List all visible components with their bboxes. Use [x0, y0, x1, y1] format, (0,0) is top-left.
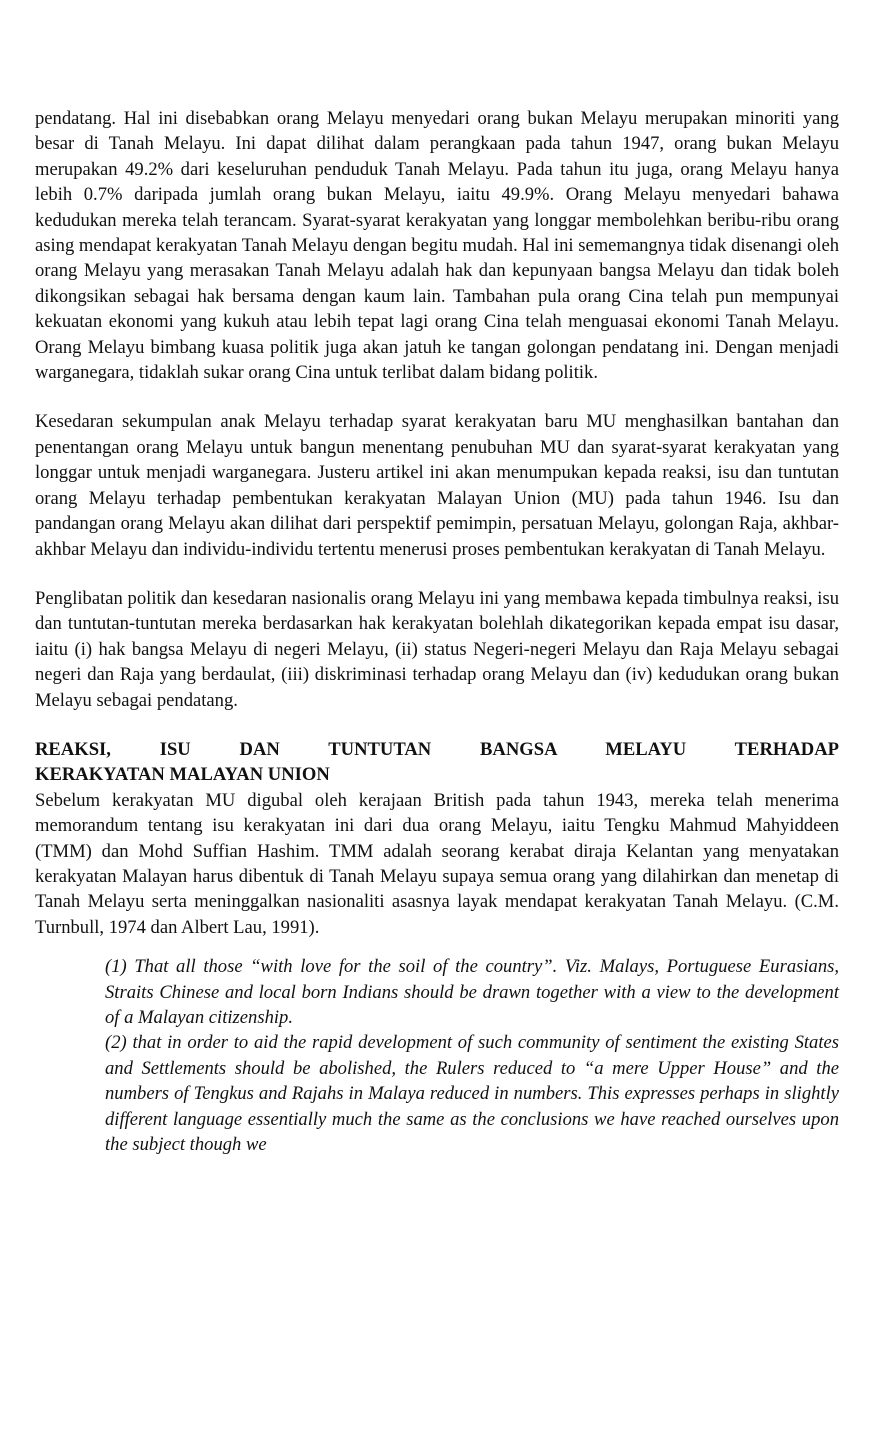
paragraph-spacer [35, 713, 839, 737]
section-heading [35, 737, 839, 788]
quote-item-2: (2) that in order to aid the rapid development of such community of sentiment the existing States and Settlements should be abolished, the Rulers reduced to “a mere Upper House” and the numbers of Tengkus and Rajahs in Malaya reduced in numbers. This expresses perhaps in slightly different language essentially much the same as the conclusions we have reached ourselves upon the subject though we [105, 1032, 839, 1156]
paragraph-memorandum: Sebelum kerakyatan MU digubal oleh kerajaan British pada tahun 1943, mereka telah menerima memorandum tentang isu kerakyatan ini dari dua orang Melayu, iaitu Tengku Mahmud Mahyiddeen (TMM) dan Mohd Suffian Hashim. TMM adalah seorang kerabat diraja Kelantan yang menyatakan kerakyatan Malayan harus dibentuk di Tanah Melayu supaya semua orang yang dilahirkan dan menetap di Tanah Melayu serta meninggalkan nasionaliti asasnya layak mendapat kerakyatan Tanah Melayu. (C.M. Turnbull, 1974 dan Albert Lau, 1991). [35, 789, 839, 938]
paragraph-issues: Penglibatan politik dan kesedaran nasionalis orang Melayu ini yang membawa kepada timbulnya reaksi, isu dan tuntutan-tuntutan mereka berdasarkan hak kerakyatan bolehlah dikategorikan kepada empat isu dasar, iaitu (i) hak bangsa Melayu di negeri Melayu, (ii) status Negeri-negeri Melayu dan Raja Melayu sebagai negeri dan Raja yang berdaulat, (iii) diskriminasi terhadap orang Melayu dan (iv) kedudukan orang bukan Melayu sebagai pendatang. [35, 587, 839, 711]
paragraph-awareness: Kesedaran sekumpulan anak Melayu terhadap syarat kerakyatan baru MU menghasilkan bantahan dan penentangan orang Melayu untuk bangun menentang penubuhan MU dan syarat-syarat kerakyatan yang longgar untuk menjadi warganegara. Justeru artikel ini akan menumpukan kepada reaksi, isu dan tuntutan orang Melayu terhadap pembentukan kerakyatan Malayan Union (MU) pada tahun 1946. Isu dan pandangan orang Melayu akan dilihat dari perspektif pemimpin, persatuan Melayu, golongan Raja, akhbar-akhbar Melayu dan individu-individu tertentu menerusi proses pembentukan kerakyatan di Tanah Melayu. [35, 411, 839, 560]
document-page [35, 106, 839, 1157]
section-heading-line-2: KERAKYATAN MALAYAN UNION [35, 764, 330, 786]
paragraph-population: pendatang. Hal ini disebabkan orang Melayu menyedari orang bukan Melayu merupakan minoriti yang besar di Tanah Melayu. Ini dapat dilihat dalam perangkaan pada tahun 1947, orang bukan Melayu merupakan 49.2% dari keseluruhan penduduk Tanah Melayu. Pada tahun itu juga, orang Melayu hanya lebih 0.7% daripada jumlah orang bukan Melayu, iaitu 49.9%. Orang Melayu menyedari bahawa kedudukan mereka telah terancam. Syarat-syarat kerakyatan yang longgar membolehkan beribu-ribu orang asing mendapat kerakyatan Tanah Melayu dengan begitu mudah. Hal ini sememangnya tidak disenangi oleh orang Melayu yang merasakan Tanah Melayu adalah hak dan kepunyaan bangsa Melayu dan tidak boleh dikongsikan sebagai hak bersama dengan kaum lain. Tambahan pula orang Cina telah pun mempunyai kekuatan ekonomi yang kukuh atau lebih tepat lagi orang Cina telah menguasai ekonomi Tanah Melayu. Orang Melayu bimbang kuasa politik juga akan jatuh ke tangan golongan pendatang ini. Dengan menjadi warganegara, tidaklah sukar orang Cina untuk terlibat dalam bidang politik. [35, 108, 839, 384]
paragraph-spacer [35, 562, 839, 586]
section-heading-line-1: REAKSI, ISU DAN TUNTUTAN BANGSA MELAYU TERHADAP [35, 738, 839, 760]
block-quote [105, 954, 839, 1157]
quote-item-1: (1) That all those “with love for the soil of the country”. Viz. Malays, Portuguese Eurasians, Straits Chinese and local born Indians should be drawn together with a view to the development of a Malayan citizenship. [105, 956, 839, 1028]
paragraph-spacer [35, 385, 839, 409]
